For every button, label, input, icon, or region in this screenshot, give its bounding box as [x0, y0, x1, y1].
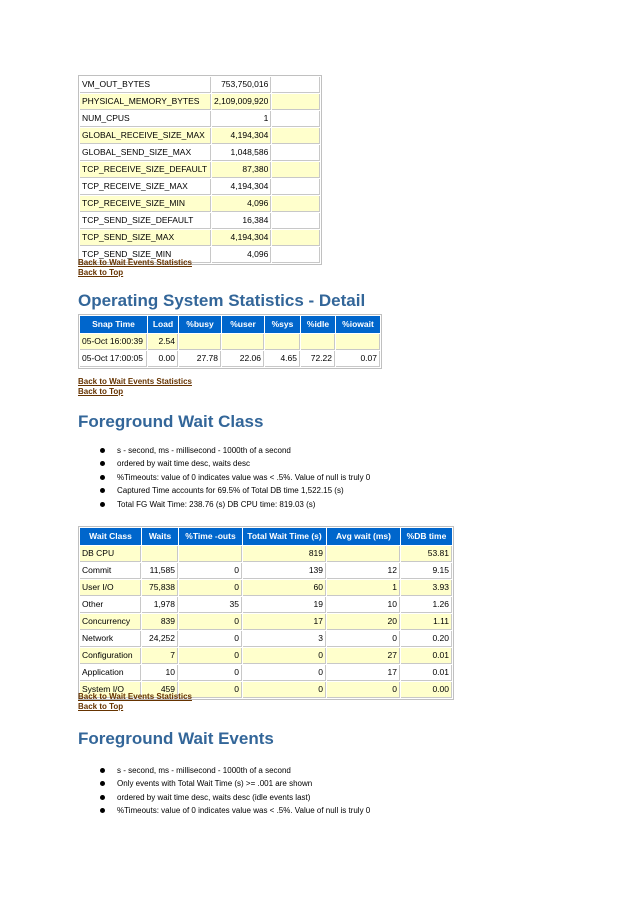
- param-name-cell: TCP_RECEIVE_SIZE_MAX: [80, 179, 211, 195]
- table-cell: 0: [327, 682, 400, 698]
- list-item: [117, 791, 370, 804]
- table-cell: [222, 334, 264, 350]
- list-item-text: Only events with Total Wait Time (s) >= .001 are shown: [117, 779, 313, 789]
- table-cell: [179, 546, 242, 562]
- table-cell: 53.81: [401, 546, 452, 562]
- column-header: Wait Class: [80, 528, 141, 545]
- table-cell: 17: [327, 665, 400, 681]
- table-cell: [336, 334, 380, 350]
- os-detail-table: [78, 314, 382, 369]
- param-value-cell: [272, 196, 320, 212]
- table-cell: 19: [243, 597, 326, 613]
- table-cell: 27: [327, 648, 400, 664]
- table-cell: 0: [179, 665, 242, 681]
- table-cell: 05-Oct 16:00:39: [80, 334, 147, 350]
- list-item-text: s - second, ms - millisecond - 1000th of a second: [117, 766, 291, 775]
- back-to-top-link[interactable]: Back to Top: [78, 268, 124, 277]
- table-row: [80, 179, 320, 195]
- bullet-icon: [100, 488, 105, 493]
- list-item-text: ordered by wait time desc, waits desc (idle events last): [117, 792, 311, 802]
- table-cell: 0: [179, 648, 242, 664]
- back-to-wait-events-link[interactable]: Back to Wait Events Statistics: [78, 692, 192, 701]
- param-value-cell: 1: [212, 111, 271, 127]
- table-cell: 139: [243, 563, 326, 579]
- table-cell: System I/O: [80, 682, 141, 698]
- param-value-cell: [272, 128, 320, 144]
- table-cell: 72.22: [301, 351, 335, 367]
- table-cell: Application: [80, 665, 141, 681]
- param-name-cell: TCP_RECEIVE_SIZE_DEFAULT: [80, 162, 211, 178]
- column-header: Total Wait Time (s): [243, 528, 326, 545]
- param-value-cell: [272, 111, 320, 127]
- table-cell: 0: [243, 648, 326, 664]
- back-to-wait-events-link[interactable]: Back to Wait Events Statistics: [78, 258, 192, 267]
- column-header: %iowait: [336, 316, 380, 333]
- list-item: [117, 764, 370, 777]
- table-cell: 0.00: [401, 682, 452, 698]
- table-cell: 0: [179, 580, 242, 596]
- table-cell: 1.26: [401, 597, 452, 613]
- list-item-text: s - second, ms - millisecond - 1000th of a second: [117, 446, 291, 455]
- table-cell: 10: [327, 597, 400, 613]
- table-row: [80, 111, 320, 127]
- table-cell: 7: [142, 648, 178, 664]
- table-cell: 60: [243, 580, 326, 596]
- nav-links-3: [78, 692, 192, 712]
- fg-wait-class-notes: [117, 444, 370, 511]
- table-cell: 839: [142, 614, 178, 630]
- table-cell: [142, 546, 178, 562]
- column-header: %Time -outs: [179, 528, 242, 545]
- table-cell: Other: [80, 597, 141, 613]
- table-cell: 1,978: [142, 597, 178, 613]
- column-header: Avg wait (ms): [327, 528, 400, 545]
- param-value-cell: [272, 213, 320, 229]
- param-value-cell: [272, 230, 320, 246]
- table-cell: 12: [327, 563, 400, 579]
- table-cell: 0: [243, 665, 326, 681]
- column-header: %DB time: [401, 528, 452, 545]
- table-cell: 1.11: [401, 614, 452, 630]
- table-cell: User I/O: [80, 580, 141, 596]
- list-item: [117, 804, 370, 817]
- param-name-cell: TCP_SEND_SIZE_DEFAULT: [80, 213, 211, 229]
- param-value-cell: 753,750,016: [212, 77, 271, 93]
- back-to-top-link[interactable]: Back to Top: [78, 387, 124, 396]
- param-value-cell: 4,096: [212, 196, 271, 212]
- table-cell: 0: [179, 614, 242, 630]
- list-item-text: %Timeouts: value of 0 indicates value was < .5%. Value of null is truly 0: [117, 806, 371, 816]
- table-cell: 24,252: [142, 631, 178, 647]
- table-cell: 11,585: [142, 563, 178, 579]
- param-value-cell: 4,194,304: [212, 230, 271, 246]
- os-detail-heading: Operating System Statistics - Detail: [78, 291, 366, 310]
- param-value-cell: [272, 162, 320, 178]
- table-cell: 05-Oct 17:00:05: [80, 351, 147, 367]
- list-item: [117, 777, 370, 790]
- fg-wait-events-heading: Foreground Wait Events: [78, 729, 274, 748]
- back-to-wait-events-link[interactable]: Back to Wait Events Statistics: [78, 377, 192, 386]
- table-cell: [301, 334, 335, 350]
- table-cell: Network: [80, 631, 141, 647]
- param-value-cell: 4,194,304: [212, 128, 271, 144]
- bullet-icon: [100, 461, 105, 466]
- param-name-cell: PHYSICAL_MEMORY_BYTES: [80, 94, 211, 110]
- bullet-icon: [100, 781, 105, 786]
- param-value-cell: 1,048,586: [212, 145, 271, 161]
- table-cell: 0.20: [401, 631, 452, 647]
- table-cell: Configuration: [80, 648, 141, 664]
- table-row: [80, 128, 320, 144]
- param-name-cell: VM_OUT_BYTES: [80, 77, 211, 93]
- table-cell: [327, 546, 400, 562]
- bullet-icon: [100, 475, 105, 480]
- param-value-cell: 87,380: [212, 162, 271, 178]
- table-cell: Commit: [80, 563, 141, 579]
- bullet-icon: [100, 502, 105, 507]
- param-value-cell: [272, 179, 320, 195]
- table-cell: 0.01: [401, 665, 452, 681]
- table-row: [80, 77, 320, 93]
- fg-wait-events-notes: [117, 764, 370, 818]
- column-header: %sys: [265, 316, 300, 333]
- param-value-cell: 2,109,009,920: [212, 94, 271, 110]
- table-row: [80, 196, 320, 212]
- table-row: [80, 580, 452, 596]
- param-name-cell: GLOBAL_RECEIVE_SIZE_MAX: [80, 128, 211, 144]
- table-row: [80, 213, 320, 229]
- table-row: [80, 162, 320, 178]
- table-cell: 0.01: [401, 648, 452, 664]
- table-cell: 0.00: [148, 351, 178, 367]
- param-name-cell: NUM_CPUS: [80, 111, 211, 127]
- table-cell: 20: [327, 614, 400, 630]
- fg-wait-class-table: [78, 526, 454, 700]
- table-cell: 0: [179, 682, 242, 698]
- column-header: Load: [148, 316, 178, 333]
- column-header: %busy: [179, 316, 221, 333]
- table-cell: 22.06: [222, 351, 264, 367]
- table-row: [80, 597, 452, 613]
- table-cell: 0: [327, 631, 400, 647]
- table-cell: 3: [243, 631, 326, 647]
- list-item: [117, 457, 370, 470]
- param-value-cell: [272, 94, 320, 110]
- column-header: Waits: [142, 528, 178, 545]
- table-cell: 0: [243, 682, 326, 698]
- table-row: [80, 230, 320, 246]
- table-row: [80, 351, 380, 367]
- table-cell: 1: [327, 580, 400, 596]
- param-value-cell: [272, 247, 320, 263]
- table-cell: 75,838: [142, 580, 178, 596]
- param-value-cell: 4,194,304: [212, 179, 271, 195]
- table-row: [80, 665, 452, 681]
- bullet-icon: [100, 768, 105, 773]
- column-header: %user: [222, 316, 264, 333]
- list-item: [117, 484, 370, 497]
- list-item: [117, 444, 370, 457]
- table-row: [80, 648, 452, 664]
- nav-links-1: [78, 258, 192, 278]
- column-header: %idle: [301, 316, 335, 333]
- table-cell: 819: [243, 546, 326, 562]
- table-cell: 459: [142, 682, 178, 698]
- table-cell: 0: [179, 563, 242, 579]
- table-row: [80, 546, 452, 562]
- table-cell: 9.15: [401, 563, 452, 579]
- table-cell: Concurrency: [80, 614, 141, 630]
- list-item: [117, 471, 370, 484]
- bullet-icon: [100, 795, 105, 800]
- list-item-text: %Timeouts: value of 0 indicates value was < .5%. Value of null is truly 0: [117, 472, 371, 482]
- os-parameters-table: [78, 75, 322, 265]
- table-cell: [179, 334, 221, 350]
- table-row: [80, 94, 320, 110]
- list-item-text: Total FG Wait Time: 238.76 (s) DB CPU time: 819.03 (s): [117, 499, 316, 509]
- table-cell: 3.93: [401, 580, 452, 596]
- bullet-icon: [100, 808, 105, 813]
- fg-wait-class-heading: Foreground Wait Class: [78, 412, 264, 431]
- table-row: [80, 334, 380, 350]
- list-item-text: Captured Time accounts for 69.5% of Total DB time 1,522.15 (s): [117, 486, 344, 496]
- table-cell: [265, 334, 300, 350]
- column-header: Snap Time: [80, 316, 147, 333]
- bullet-icon: [100, 448, 105, 453]
- table-cell: 10: [142, 665, 178, 681]
- param-value-cell: 4,096: [212, 247, 271, 263]
- table-row: [80, 145, 320, 161]
- param-name-cell: TCP_SEND_SIZE_MAX: [80, 230, 211, 246]
- table-cell: 27.78: [179, 351, 221, 367]
- list-item-text: ordered by wait time desc, waits desc: [117, 459, 250, 469]
- param-value-cell: [272, 145, 320, 161]
- nav-links-2: [78, 377, 192, 397]
- param-name-cell: TCP_SEND_SIZE_MIN: [80, 247, 211, 263]
- table-cell: 0.07: [336, 351, 380, 367]
- list-item: [117, 498, 370, 511]
- param-value-cell: [272, 77, 320, 93]
- param-name-cell: TCP_RECEIVE_SIZE_MIN: [80, 196, 211, 212]
- param-value-cell: 16,384: [212, 213, 271, 229]
- table-cell: 35: [179, 597, 242, 613]
- back-to-top-link[interactable]: Back to Top: [78, 702, 124, 711]
- table-row: [80, 631, 452, 647]
- param-name-cell: GLOBAL_SEND_SIZE_MAX: [80, 145, 211, 161]
- table-cell: 17: [243, 614, 326, 630]
- table-cell: 4.65: [265, 351, 300, 367]
- table-row: [80, 563, 452, 579]
- table-cell: 0: [179, 631, 242, 647]
- table-cell: 2.54: [148, 334, 178, 350]
- table-row: [80, 614, 452, 630]
- table-cell: DB CPU: [80, 546, 141, 562]
